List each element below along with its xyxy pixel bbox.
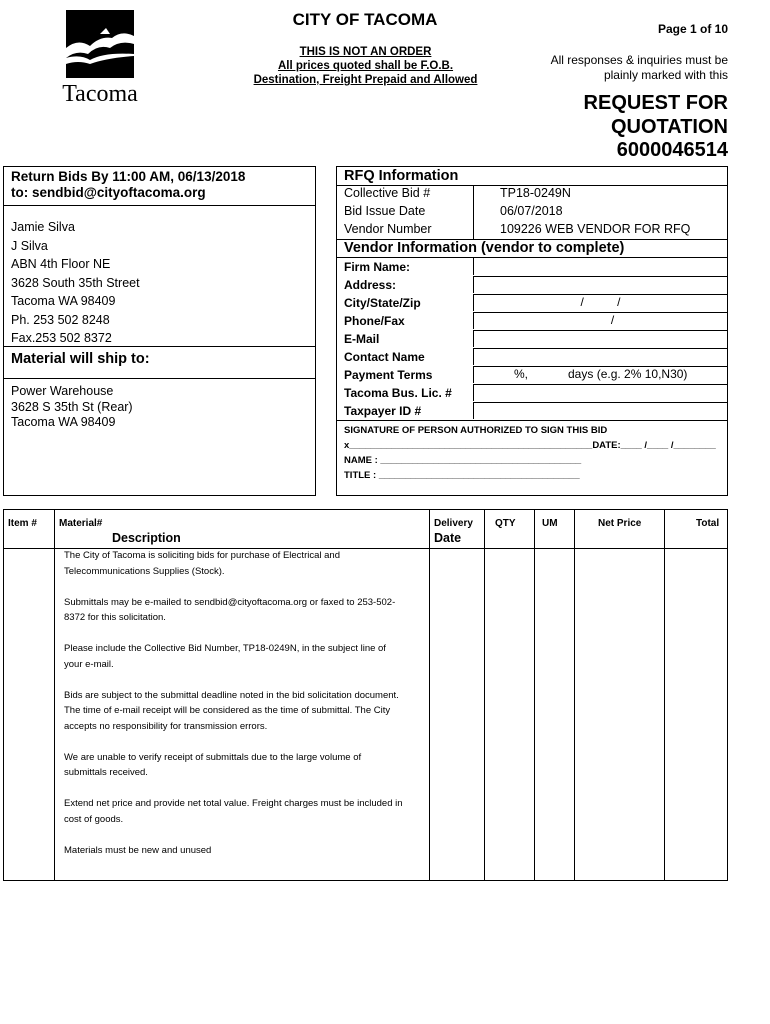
vendor-row-payment-terms [337,366,727,384]
title-line[interactable]: TITLE : ______________________________________ [344,470,580,481]
note-paragraph: We are unable to verify receipt of submittals due to the large volume of submittals received. [64,751,362,778]
phone-fax-input[interactable] [473,312,727,329]
rfq-value: 06/07/2018 [500,204,563,218]
ship-to-line: Power Warehouse [11,384,114,398]
vendor-row-city-state-zip [337,294,727,312]
vendor-row-phone-fax [337,312,727,330]
vendor-field-label: Taxpayer ID # [344,404,422,418]
vendor-info-title: Vendor Information (vendor to complete) [344,240,625,256]
city-title: CITY OF TACOMA [292,10,438,29]
description-notes [64,548,404,874]
note-paragraph: Extend net price and provide net total value. Freight charges must be included in cost of goods. [64,798,403,825]
not-an-order-notice [228,45,503,87]
contact-line: Fax.253 502 8372 [11,331,112,345]
page-indicator: Page 1 of 10 [657,22,728,36]
col-description: Description [112,531,181,545]
signature-line[interactable]: x______________________________________________DATE:____ /____ /________ [344,440,716,451]
col-um: UM [542,518,558,529]
signature-heading: SIGNATURE OF PERSON AUTHORIZED TO SIGN THIS BID [344,425,608,436]
ship-to-address [11,384,133,431]
note-paragraph: The City of Tacoma is soliciting bids for purchase of Electrical and Telecommunications Supplies (Stock). [64,550,340,577]
inquiry-line: All responses & inquiries must be [550,53,728,67]
email-input[interactable] [473,330,727,347]
logo-wordmark: Tacoma [62,81,138,107]
col-total: Total [696,518,720,529]
rfq-label: Bid Issue Date [344,204,426,218]
contact-line: ABN 4th Floor NE [11,257,111,271]
notice-line: THIS IS NOT AN ORDER [299,46,432,58]
ship-to-line: Tacoma WA 98409 [11,415,116,429]
vendor-field-label: E-Mail [344,332,380,346]
col-qty: QTY [495,518,516,529]
return-bids-box [3,166,316,496]
notice-line: All prices quoted shall be F.O.B. [277,60,454,72]
rfq-value: TP18-0249N [500,186,571,200]
vendor-row-contact-name [337,348,727,366]
ship-to-line: 3628 S 35th St (Rear) [11,399,133,414]
rfq-heading-line: QUOTATION [610,115,728,138]
note-paragraph: Materials must be new and unused [64,844,212,856]
rfq-label: Vendor Number [344,222,432,236]
vendor-field-label: Address: [344,278,397,292]
contact-line: J Silva [11,238,48,253]
ship-to-title: Material will ship to: [11,351,150,367]
vendor-row-firm-name [337,258,727,276]
vendor-field-label: Phone/Fax [344,314,405,328]
vendor-row-email [337,330,727,348]
contact-line: Ph. 253 502 8248 [11,312,110,327]
vendor-field-label: Payment Terms [344,368,433,382]
contact-block [11,218,140,348]
col-material-number: Material# [59,518,103,529]
vendor-row-business-license [337,384,727,402]
rfq-label: Collective Bid # [344,186,431,200]
contact-line: 3628 South 35th Street [11,275,140,290]
vendor-field-label: Firm Name: [344,260,411,274]
vendor-row-taxpayer-id [337,402,727,420]
note-paragraph: Submittals may be e-mailed to sendbid@cityoftacoma.org or faxed to 253-502-8372 for this solicitation. [64,596,396,623]
taxpayer-id-input[interactable] [473,402,727,419]
business-license-input[interactable] [473,384,727,401]
rfq-value: 109226 WEB VENDOR FOR RFQ [500,222,691,236]
contact-line: Tacoma WA 98409 [11,294,116,308]
rfq-heading [520,92,728,163]
inquiry-note [520,53,728,83]
field-hint: / [610,313,615,327]
vendor-field-label: Contact Name [344,350,425,364]
notice-line: Destination, Freight Prepaid and Allowed [253,74,478,86]
field-hint: / / [580,295,621,309]
name-line[interactable]: NAME : ______________________________________ [344,455,582,466]
rfq-heading-line: REQUEST FOR [583,92,728,114]
field-hint: %, days (e.g. 2% 10,N30) [514,367,688,381]
contact-line: Jamie Silva [11,220,75,234]
city-state-zip-input[interactable] [473,294,727,311]
return-bids-deadline: Return Bids By 11:00 AM, 06/13/2018 [11,169,246,184]
contact-name-input[interactable] [473,348,727,365]
col-net-price: Net Price [598,518,642,529]
rfq-info-title: RFQ Information [344,168,459,184]
note-paragraph: Please include the Collective Bid Number, TP18-0249N, in the subject line of your e-mail. [64,643,386,670]
address-input[interactable] [473,276,727,293]
payment-terms-input[interactable] [473,366,727,383]
firm-name-input[interactable] [473,258,727,275]
note-paragraph: Bids are subject to the submittal deadline noted in the bid solicitation document. The time of e-mail receipt will be considered as the time of submittal. The City accepts no responsibility for transmission errors. [64,689,399,732]
col-delivery: Delivery [434,518,473,529]
city-of-tacoma-logo [60,8,140,113]
vendor-field-label: Tacoma Bus. Lic. # [344,386,452,400]
return-bids-email: to: sendbid@cityoftacoma.org [11,185,206,200]
col-item-number: Item # [8,518,37,529]
rfq-number: 6000046514 [616,139,728,161]
vendor-field-label: City/State/Zip [344,296,421,310]
vendor-row-address [337,276,727,294]
rfq-vendor-box [336,166,728,496]
col-delivery-date: Date [434,531,462,545]
inquiry-line: plainly marked with this [603,68,728,82]
